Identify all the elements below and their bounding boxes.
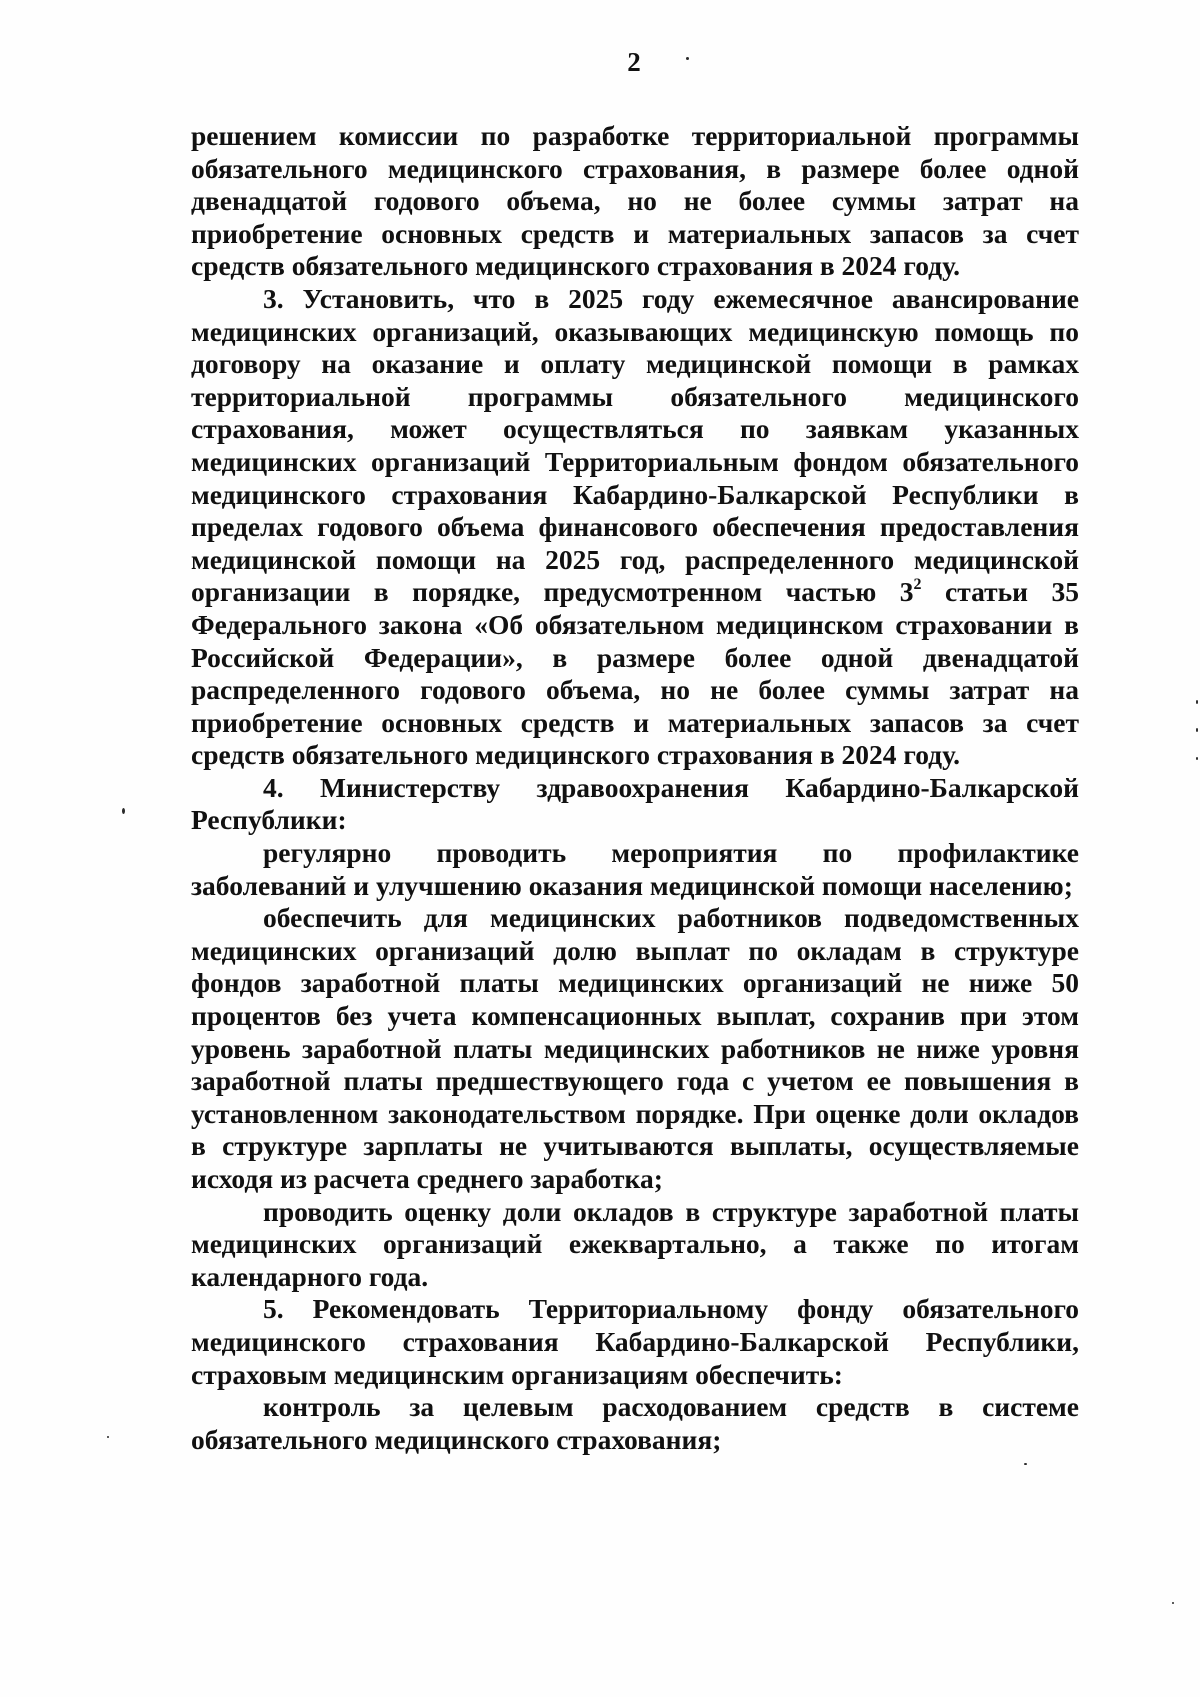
scan-speck	[686, 57, 689, 60]
scan-speck	[1196, 700, 1198, 704]
scan-speck	[1172, 1602, 1174, 1604]
paragraph-prevention-measures: регулярно проводить мероприятия по профилактике заболеваний и улучшению оказания медицинской помощи населению;	[191, 837, 1079, 901]
scan-speck	[107, 1436, 109, 1438]
scan-speck	[1196, 757, 1198, 760]
paragraph-item-5-recommendation: 5. Рекомендовать Территориальному фонду обязательного медицинского страхования Кабардино-Балкарской Республики, страховым медицинским организациям обеспечить:	[191, 1293, 1079, 1390]
scan-speck	[1196, 728, 1198, 732]
paragraph-item-3-text-start: 3. Установить, что в 2025 году ежемесячное авансирование медицинских организаций, оказывающих медицинскую помощь по договору на оказание и оплату медицинской помощи в рамках территориальной программы обязательного медицинского страхования, может осуществляться по заявкам указанных медицинских организаций Территориальным фондом обязательного медицинского страхования Кабардино-Балкарской Республики в пределах годового объема финансового обеспечения предоставления медицинской помощи на 2025 год, распределенного медицинской организации в порядке, предусмотренном частью 3	[191, 282, 1079, 608]
paragraph-item-3-advance-payment	[191, 283, 1079, 772]
scan-speck	[122, 808, 125, 814]
paragraph-quarterly-assessment: проводить оценку доли окладов в структуре заработной платы медицинских организаций ежеквартально, а также по итогам календарного года.	[191, 1195, 1079, 1292]
superscript-part-number: 2	[913, 576, 922, 594]
page-number: 2	[627, 47, 641, 77]
paragraph-item-3-text-end: статьи 35 Федерального закона «Об обязательном медицинском страховании в Российской Федерации», в размере более одной двенадцатой распределенного годового объема, но не более суммы затрат на приобретение основных средств и материальных запасов за счет средств обязательного медицинского страхования в 2024 году.	[191, 576, 1080, 771]
paragraph-target-spending-control: контроль за целевым расходованием средств в системе обязательного медицинского страхования;	[191, 1391, 1079, 1455]
document-body	[191, 120, 1079, 1456]
paragraph-item-4-ministry: 4. Министерству здравоохранения Кабардино-Балкарской Республики:	[191, 771, 1079, 836]
scan-speck	[1024, 1463, 1027, 1465]
paragraph-commission-decision: решением комиссии по разработке территориальной программы обязательного медицинского страхования, в размере более одной двенадцатой годового объема, но не более суммы затрат на приобретение основных средств и материальных запасов за счет средств обязательного медицинского страхования в 2024 году.	[191, 120, 1079, 282]
paragraph-salary-share: обеспечить для медицинских работников подведомственных медицинских организаций долю выплат по окладам в структуре фондов заработной платы медицинских организаций не ниже 50 процентов без учета компенсационных выплат, сохранив при этом уровень заработной платы медицинских работников не ниже уровня заработной платы предшествующего года с учетом ее повышения в установленном законодательством порядке. При оценке доли окладов в структуре зарплаты не учитываются выплаты, осуществляемые исходя из расчета среднего заработка;	[191, 902, 1079, 1194]
